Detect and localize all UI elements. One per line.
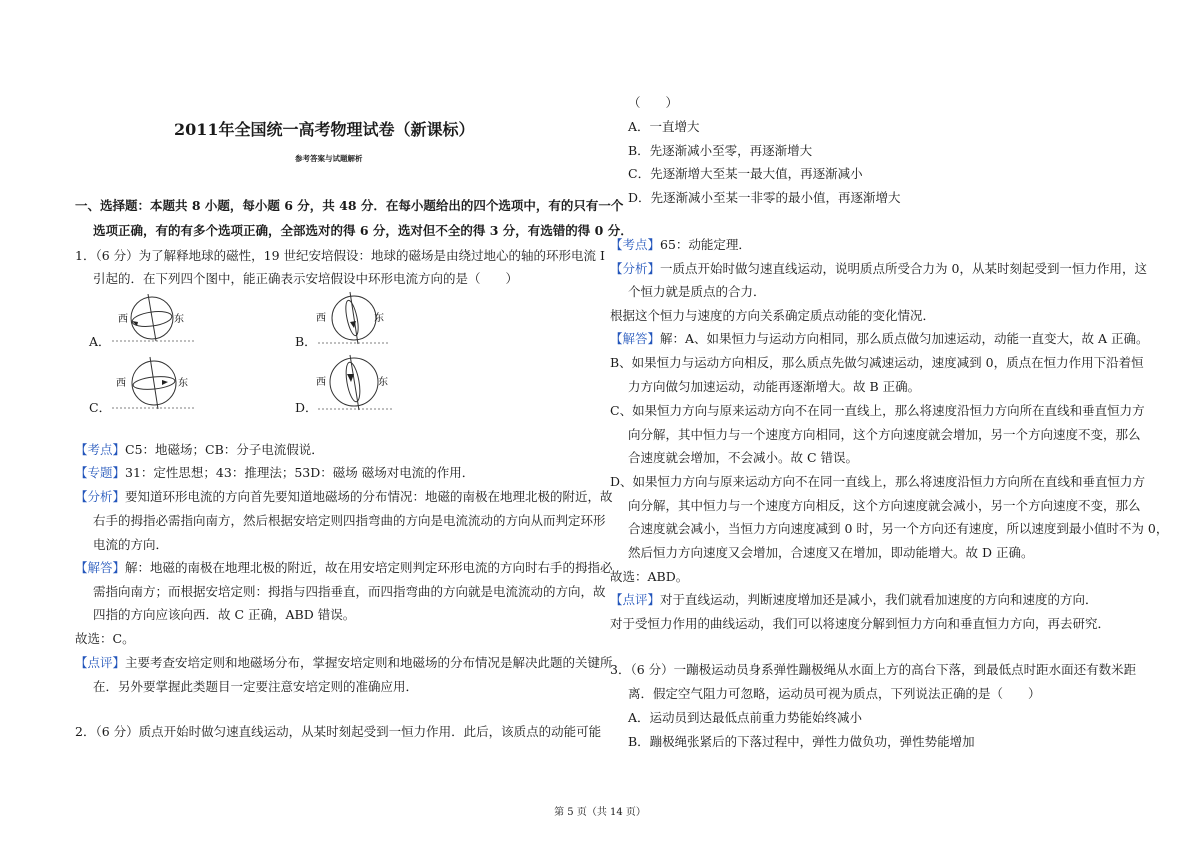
q2-jieda-d-line3: 合速度就会减小，当恒力方向速度减到 0 时，另一个方向还有速度，所以速度到最小值时不为 0， <box>628 521 1169 536</box>
q2-fenxi-line1: 【分析】一质点开始时做匀速直线运动，说明质点所受合力为 0，从某时刻起受到一恒力作用，这 <box>610 261 1147 276</box>
q1-figure-d-east: 东 <box>378 377 388 388</box>
q2-kaodian: 【考点】65：动能定理． <box>610 237 751 252</box>
q1-stem-line1: 1．（6 分）为了解释地球的磁性，19 世纪安培假设：地球的磁场是由绕过地心的轴的环形电流 I <box>75 248 605 263</box>
q2-answer: 故选：ABD。 <box>610 569 689 584</box>
q2-jieda-c-line3: 合速度就会增加，不会减小。故 C 错误。 <box>628 450 859 465</box>
q1-figure-b-west: 西 <box>316 313 326 324</box>
q3-option-b: B．蹦极绳张紧后的下落过程中，弹性力做负功，弹性势能增加 <box>628 734 975 749</box>
q2-dianping-line2: 对于受恒力作用的曲线运动，我们可以将速度分解到恒力方向和垂直恒力方向，再去研究． <box>610 616 1111 631</box>
q2-option-b: B．先逐渐减小至零，再逐渐增大 <box>628 143 813 158</box>
q1-kaodian: 【考点】C5：地磁场；CB：分子电流假说． <box>75 442 324 457</box>
q1-zhuanti: 【专题】31：定性思想；43：推理法；53D：磁场 磁场对电流的作用． <box>75 465 475 480</box>
q1-figure-c-west: 西 <box>116 378 126 389</box>
section-heading-line1: 一、选择题：本题共 8 小题，每小题 6 分，共 48 分．在每小题给出的四个选项中，有的只有一个 <box>75 198 624 213</box>
q2-kaodian-tag: 【考点】 <box>610 237 661 252</box>
q1-fenxi-line1: 【分析】要知道环形电流的方向首先要知道地磁场的分布情况：地磁的南极在地理北极的附近，故 <box>75 489 613 504</box>
q1-figure-a-west: 西 <box>118 314 128 325</box>
q3-stem-line2: 离．假定空气阻力可忽略，运动员可视为质点，下列说法正确的是（ ） <box>628 686 1041 701</box>
q3-option-a: A．运动员到达最低点前重力势能始终减小 <box>628 710 863 725</box>
q1-stem-line2: 引起的．在下列四个图中，能正确表示安培假设中环形电流方向的是（ ） <box>93 271 519 286</box>
q2-jieda-b-line2: 力方向做匀加速运动，动能再逐渐增大。故 B 正确。 <box>628 379 921 394</box>
q2-option-c: C．先逐渐增大至某一最大值，再逐渐减小 <box>628 166 863 181</box>
section-heading-line2: 选项正确，有的有多个选项正确，全部选对的得 6 分，选对但不全的得 3 分，有选错的得 0 分． <box>93 223 633 238</box>
q1-figure-b-east: 东 <box>374 313 384 324</box>
q1-jieda-line1: 【解答】解：地磁的南极在地理北极的附近，故在用安培定则判定环形电流的方向时右手的拇指必 <box>75 560 613 575</box>
q1-figure-a-east: 东 <box>174 314 184 325</box>
q1-option-d-label: D． <box>295 400 318 415</box>
q2-jieda-a: 【解答】解：A、如果恒力与运动方向相同，那么质点做匀加速运动，动能一直变大，故 A 正确。 <box>610 331 1149 346</box>
q2-jieda-b-line1: B、如果恒力与运动方向相反，那么质点先做匀减速运动，速度减到 0，质点在恒力作用下沿着恒 <box>610 355 1144 370</box>
q1-fenxi-line3: 电流的方向． <box>93 537 169 552</box>
q1-dianping-line1: 【点评】主要考查安培定则和地磁场分布，掌握安培定则和地磁场的分布情况是解决此题的关键所 <box>75 655 613 670</box>
page-title: 2011年全国统一高考物理试卷（新课标） <box>174 120 475 139</box>
q1-figure-d-west: 西 <box>316 377 326 388</box>
q1-jieda-line3: 四指的方向应该向西．故 C 正确，ABD 错误。 <box>93 607 356 622</box>
q2-jieda-d-line2: 向分解，其中恒力与一个速度方向相反，这个方向速度就会减小，另一个方向速度不变，那么 <box>628 498 1141 513</box>
q2-jieda-d-line1: D、如果恒力方向与原来运动方向不在同一直线上，那么将速度沿恒力方向所在直线和垂直恒力方 <box>610 474 1146 489</box>
q1-dianping-line2: 在．另外要掌握此类题目一定要注意安培定则的准确应用． <box>93 679 419 694</box>
q2-jieda-d-line4: 然后恒力方向速度又会增加，合速度又在增加，即动能增大。故 D 正确。 <box>628 545 1034 560</box>
q1-zhuanti-tag: 【专题】 <box>75 465 126 480</box>
q2-fenxi-line2: 个恒力就是质点的合力． <box>628 284 766 299</box>
q1-jieda-tag: 【解答】 <box>75 560 126 575</box>
q2-fenxi-line3: 根据这个恒力与速度的方向关系确定质点动能的变化情况． <box>610 308 936 323</box>
q2-option-d: D．先逐渐减小至某一非零的最小值，再逐渐增大 <box>628 190 901 205</box>
q1-fenxi-line2: 右手的拇指必需指向南方，然后根据安培定则四指弯曲的方向是电流流动的方向从而判定环形 <box>93 513 606 528</box>
q2-jieda-c-line1: C、如果恒力方向与原来运动方向不在同一直线上，那么将速度沿恒力方向所在直线和垂直恒力方 <box>610 403 1145 418</box>
q2-option-a: A．一直增大 <box>628 119 700 134</box>
q1-fenxi-tag: 【分析】 <box>75 489 126 504</box>
q1-figure-a <box>108 294 196 344</box>
q1-figure-d <box>314 352 394 412</box>
q1-figure-c-east: 东 <box>178 378 188 389</box>
q2-jieda-c-line2: 向分解，其中恒力与一个速度方向相同，这个方向速度就会增加，另一个方向速度不变，那么 <box>628 427 1141 442</box>
q1-dianping-tag: 【点评】 <box>75 655 126 670</box>
page-subtitle: 参考答案与试题解析 <box>295 154 363 163</box>
q2-stem-line2: （ ） <box>628 95 679 110</box>
q1-option-a-label: A． <box>89 334 111 349</box>
q1-jieda-line2: 需指向南方；而根据安培定则：拇指与四指垂直，而四指弯曲的方向就是电流流动的方向，故 <box>93 584 606 599</box>
q2-dianping-line1: 【点评】对于直线运动，判断速度增加还是减小，我们就看加速度的方向和速度的方向． <box>610 592 1098 607</box>
q2-fenxi-tag: 【分析】 <box>610 261 661 276</box>
q1-kaodian-tag: 【考点】 <box>75 442 126 457</box>
q1-answer: 故选：C。 <box>75 631 135 646</box>
q2-stem-line1: 2．（6 分）质点开始时做匀速直线运动，从某时刻起受到一恒力作用．此后，该质点的动能可能 <box>75 724 602 739</box>
q2-dianping-tag: 【点评】 <box>610 592 661 607</box>
q3-stem-line1: 3．（6 分）一蹦极运动员身系弹性蹦极绳从水面上方的高台下落，到最低点时距水面还有数米距 <box>610 662 1137 677</box>
q2-jieda-tag: 【解答】 <box>610 331 661 346</box>
q1-option-c-label: C． <box>89 400 112 415</box>
q1-figure-c <box>108 355 196 411</box>
q1-figure-b <box>314 290 388 346</box>
page-footer: 第 5 页（共 14 页） <box>554 807 646 818</box>
q1-option-b-label: B． <box>295 334 317 349</box>
